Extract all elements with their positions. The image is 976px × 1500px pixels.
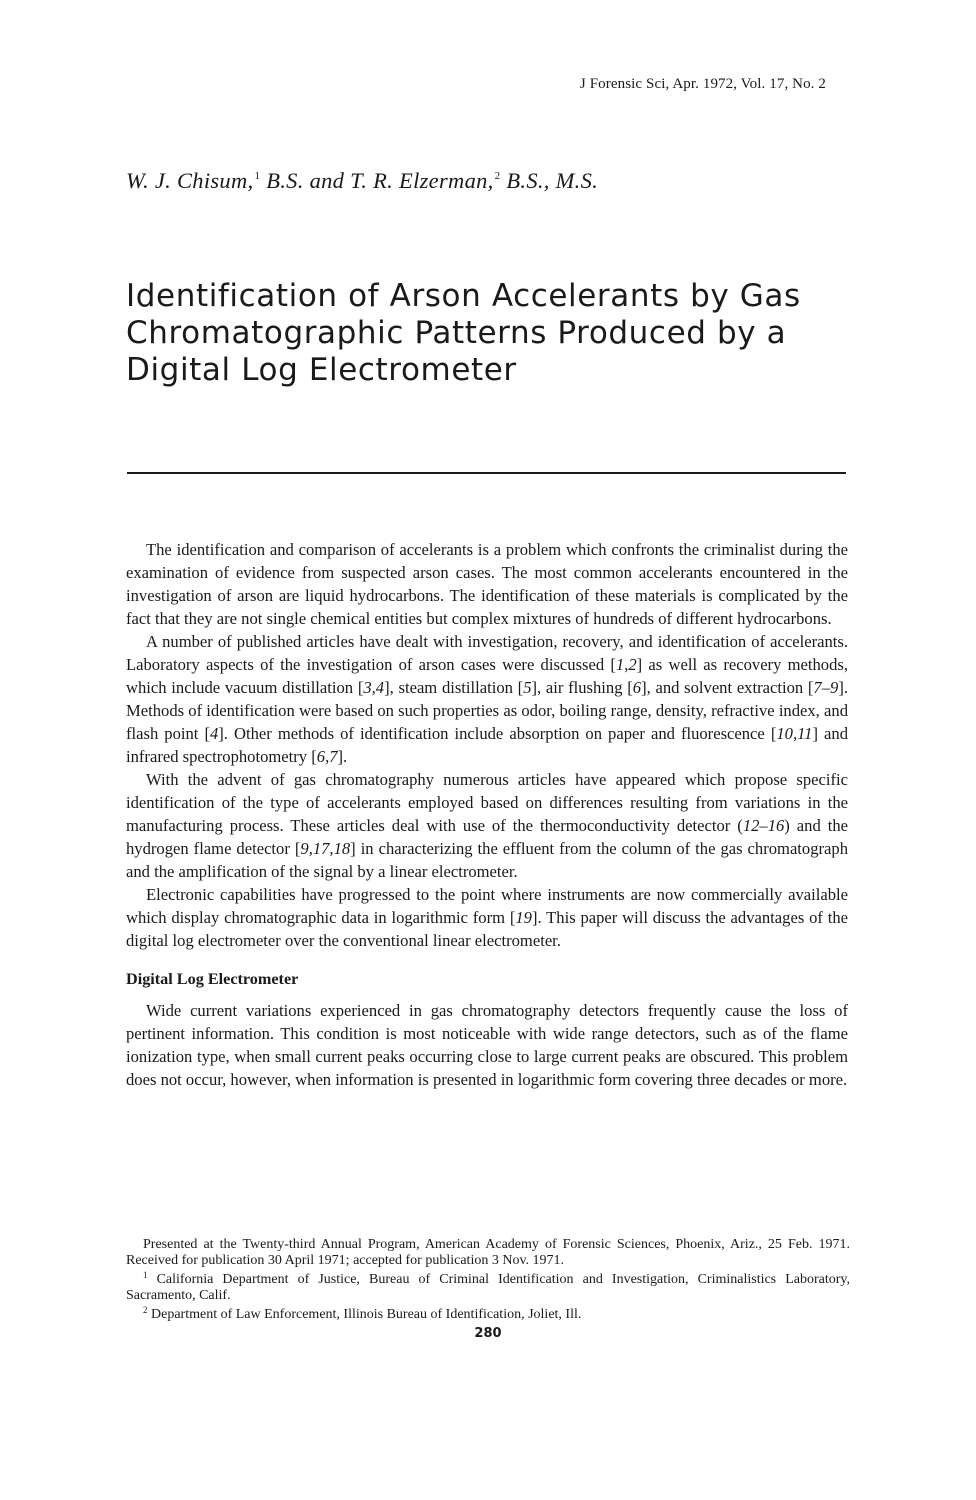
author-2-name: T. R. Elzerman, — [350, 168, 494, 193]
paragraph-gas-chromatography: With the advent of gas chromatography numerous articles have appeared which propose specific identification of the type of accelerants employed based on differences resulting from variations in the manufacturing process. These articles deal with use of the thermoconductivity detector (12–16) and the hydrogen flame detector [9,17,18] in characterizing the effluent from the column of the gas chromatograph and the amplification of the signal by a linear electrometer. — [126, 770, 849, 881]
title-line-2: Chromatographic Patterns Produced by a — [126, 315, 787, 351]
paper-title — [126, 278, 846, 389]
author-1-footnote-mark: 1 — [254, 170, 261, 182]
paragraph-prior-work: A number of published articles have dealt with investigation, recovery, and identification of accelerants. Laboratory aspects of the investigation of arson cases were discussed [1,2] as well as recovery methods, which include vacuum distillation [3,4], steam distillation [5], air flushing [6], and solvent extraction [7–9]. Methods of identification were based on such properties as odor, boiling range, density, refractive index, and flash point [4]. Other methods of identification include absorption on paper and fluorescence [10,11] and infrared spectrophotometry [6,7]. — [126, 632, 848, 766]
paragraph-intro: The identification and comparison of accelerants is a problem which confronts the criminalist during the examination of evidence from suspected arson cases. The most common accelerants encountered in the investigation of arson are liquid hydrocarbons. The identification of these materials is complicated by the fact that they are not single chemical entities but complex mixtures of hundreds of different hydrocarbons. — [126, 540, 848, 628]
author-2-degree: B.S., M.S. — [500, 168, 599, 193]
author-conjunction: and — [303, 168, 351, 193]
paragraph-electronic-capabilities: Electronic capabilities have progressed to the point where instruments are now commercially available which display chromatographic data in logarithmic form [19]. This paper will discuss the advantages of the digital log electrometer over the conventional linear electrometer. — [126, 885, 848, 950]
journal-reference: J Forensic Sci, Apr. 1972, Vol. 17, No. 2 — [579, 76, 826, 92]
footnote-2-mark: 2 — [143, 1305, 148, 1315]
author-line — [126, 168, 598, 194]
citation: 1,2 — [615, 655, 637, 674]
footnote-2: $^2$ Department of Law Enforcement, Illinois Bureau of Identification, Joliet, Ill. — [143, 1305, 582, 1322]
citation: 3,4 — [363, 678, 385, 697]
author-1-degree: B.S. — [260, 168, 304, 193]
author-1-name: W. J. Chisum, — [126, 168, 254, 193]
citation: 12–16 — [742, 816, 785, 835]
footnote-presented: Presented at the Twenty-third Annual Program, American Academy of Forensic Sciences, Phoenix, Ariz., 25 Feb. 1971. Received for publication 30 April 1971; accepted for publication 3 Nov. 1971. — [126, 1237, 850, 1268]
paragraph-current-variations: Wide current variations experienced in gas chromatography detectors frequently cause the loss of pertinent information. This condition is most noticeable with wide range detectors, such as of the flame ionization type, when small current peaks occurring close to large current peaks are obscured. This problem does not occur, however, when information is presented in logarithmic form covering three decades or more. — [126, 1001, 848, 1089]
citation: 10,11 — [776, 724, 813, 743]
page-number: 280 — [474, 1326, 502, 1341]
citation: 6 — [632, 678, 642, 697]
citation: 7–9 — [813, 678, 839, 697]
title-line-3: Digital Log Electrometer — [126, 352, 517, 388]
citation: 19 — [515, 908, 532, 927]
citation: 4 — [209, 724, 219, 743]
footnote-1: $^1$ California Department of Justice, Bureau of Criminal Identification and Investigation, Criminalistics Laboratory, Sacramento, Calif. — [126, 1270, 850, 1303]
footnotes — [126, 1237, 850, 1323]
footnote-1-mark: 1 — [143, 1270, 148, 1280]
title-line-1: Identification of Arson Accelerants by Gas — [126, 278, 801, 314]
author-2-footnote-mark: 2 — [494, 170, 501, 182]
citation: 5 — [523, 678, 532, 697]
body-text — [126, 538, 848, 1091]
citation: 6,7 — [316, 747, 338, 766]
section-heading: Digital Log Electrometer — [126, 970, 299, 988]
title-divider — [127, 472, 846, 474]
citation: 9,17,18 — [300, 839, 351, 858]
